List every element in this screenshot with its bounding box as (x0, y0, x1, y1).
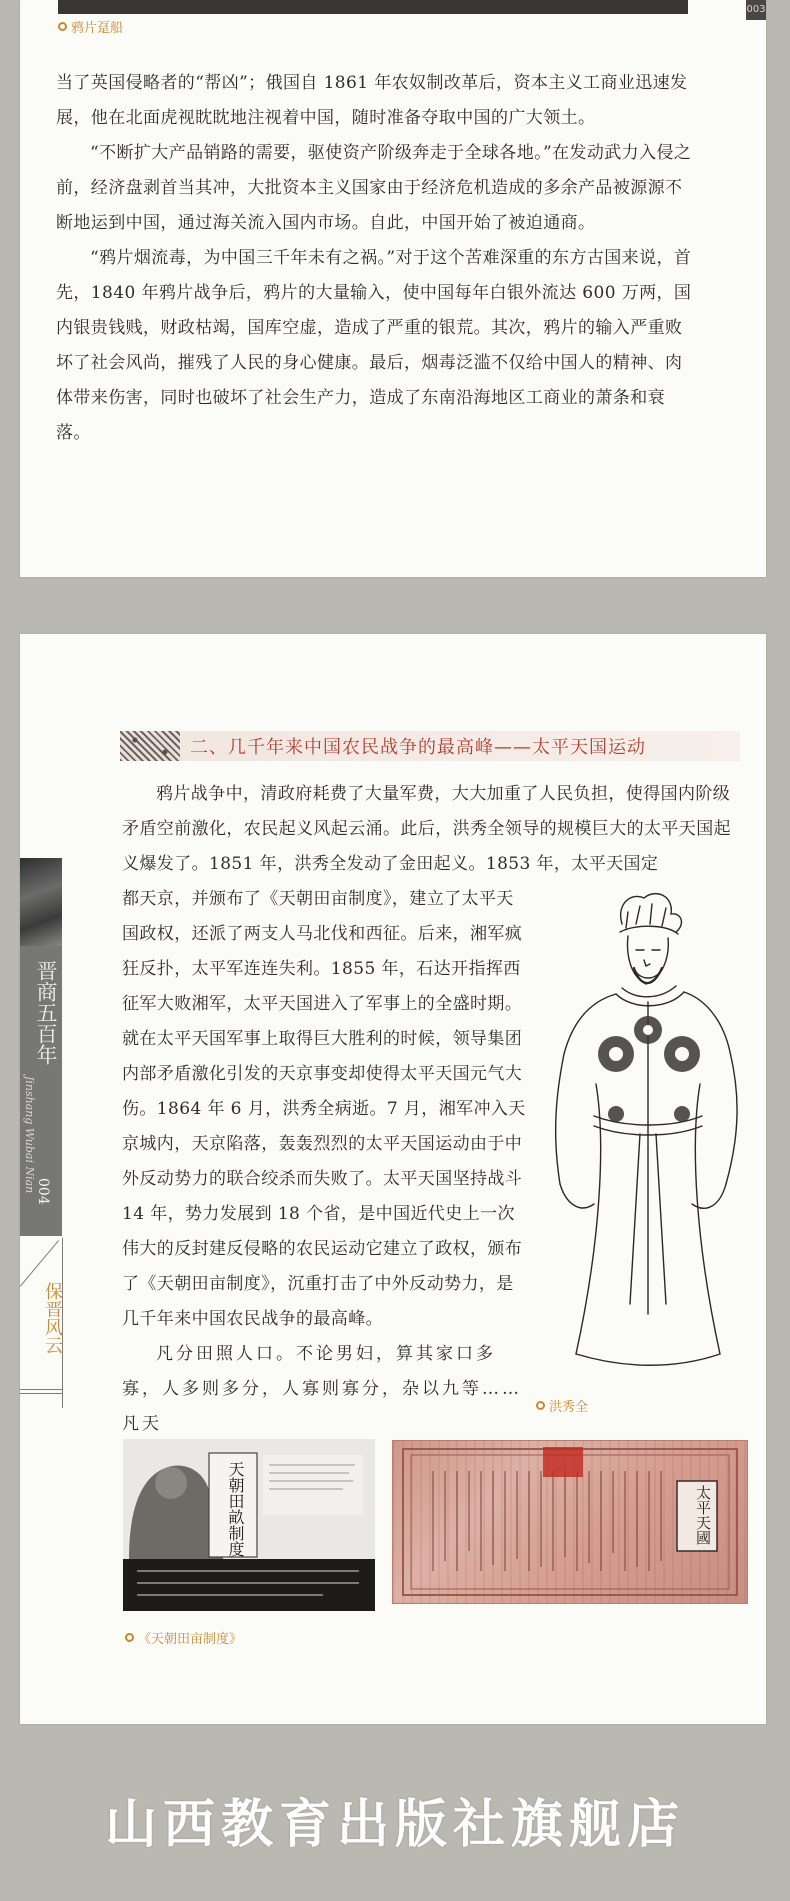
section-heading: 二、几千年来中国农民战争的最高峰——太平天国运动 (190, 737, 646, 758)
statue-and-book-photo (123, 1439, 375, 1611)
section-heading-bar (120, 731, 740, 761)
paragraph: 当了英国侵略者的“帮凶”；俄国自 1861 年农奴制改革后，资本主义工商业迅速发展，他在北面虎视眈眈地注视着中国，随时准备夺取中国的广大领土。 (56, 73, 688, 128)
divider (20, 1389, 62, 1390)
page-corner-tab: 003 (746, 0, 766, 20)
book-cover-title: 天朝田畝制度 (226, 1461, 245, 1557)
photo-caption (125, 1628, 242, 1647)
photo-caption (58, 17, 123, 36)
divider (20, 1240, 59, 1287)
book-title: 晋商五百年 (34, 960, 58, 1065)
top-photo-strip (58, 0, 688, 14)
statue-photo-drawing (123, 1439, 375, 1611)
document-title: 太平天國 (694, 1485, 712, 1545)
ornament-icon (120, 731, 180, 761)
body-text (56, 66, 692, 451)
divider (20, 1393, 62, 1394)
figure-caption (536, 1396, 588, 1415)
paragraph: “鸦片烟流毒，为中国三千年未有之祸。”对于这个苦难深重的东方古国来说，首先，1840 年鸦片战争后，鸦片的大量输入，使中国每年白银外流达 600 万两，国内银贵钱贱，财政枯竭，国库空虚，造成了严重的银荒。其次，鸦片的输入严重败坏了社会风尚，摧残了人民的身心健康。最后，烟毒泛滥不仅给中国人的精神、肉体带来伤害，同时也破坏了社会生产力，造成了东南沿海地区工商业的萧条和衰落。 (56, 248, 692, 443)
caption-bullet-icon (536, 1401, 545, 1410)
red-document-photo (392, 1440, 748, 1604)
photo-caption-text: 鸦片趸船 (71, 21, 124, 36)
caption-bullet-icon (125, 1633, 134, 1642)
photo-caption-text: 《天朝田亩制度》 (138, 1632, 243, 1647)
hong-xiuquan-illustration (536, 884, 750, 1389)
page-top (20, 0, 766, 577)
sidebar-title-block (20, 946, 62, 1236)
sidebar-photo (20, 858, 62, 946)
sidebar-section (20, 1238, 63, 1408)
paragraph: 都天京，并颁布了《天朝田亩制度》，建立了太平天国政权，还派了两支人马北伐和西征。后来，湘军疯狂反扑，太平军连连失利。1855 年，石达开指挥西征军大败湘军，太平天国进入了军事上的全盛时期。就在太平天国军事上取得巨大胜利的时候，领导集团内部矛盾激化引发的天京事变却使得太平天国元气大伤。1864 年 6 月，洪秀全病逝。7 月，湘军冲入天京城内，天京陷落，轰轰烈烈的太平天国运动由于中外反动势力的联合绞杀而失败了。太平天国坚持战斗 14 年，势力发展到 18 个省，是中国近代史上一次伟大的反封建反侵略的农民运动它建立了政权，颁布了《天朝田亩制度》，沉重打击了中外反动势力，是几千年来中国农民战争的最高峰。 (122, 889, 526, 1329)
section-name: 保晋风云 (42, 1282, 63, 1354)
book-title-pinyin: Jinshang Wubai Nian (23, 1076, 36, 1194)
store-banner: 山西教育出版社旗舰店 (104, 1795, 685, 1855)
wrapped-text (122, 882, 530, 1442)
intro-text (122, 777, 742, 882)
quote-paragraph: 凡分田照人口。不论男妇，算其家口多寡，人多则多分，人寡则寡分，杂以九等……凡天 (122, 1344, 522, 1434)
paragraph: “不断扩大产品销路的需要，驱使资产阶级奔走于全球各地。”在发动武力入侵之前，经济盘剥首当其冲，大批资本主义国家由于经济危机造成的多余产品被源源不断地运到中国，通过海关流入国内市场。自此，中国开始了被迫通商。 (56, 143, 692, 233)
caption-bullet-icon (58, 22, 67, 31)
figure-caption-text: 洪秀全 (549, 1400, 589, 1415)
page-number: 004 (35, 1178, 51, 1205)
paragraph: 鸦片战争中，清政府耗费了大量军费，大大加重了人民负担，使得国内阶级矛盾空前激化，农民起义风起云涌。此后，洪秀全领导的规模巨大的太平天国起义爆发了。1851 年，洪秀全发动了金田起义。1853 年，太平天国定 (122, 784, 731, 874)
page-bottom (20, 634, 766, 1724)
book-sidebar (20, 858, 62, 1408)
